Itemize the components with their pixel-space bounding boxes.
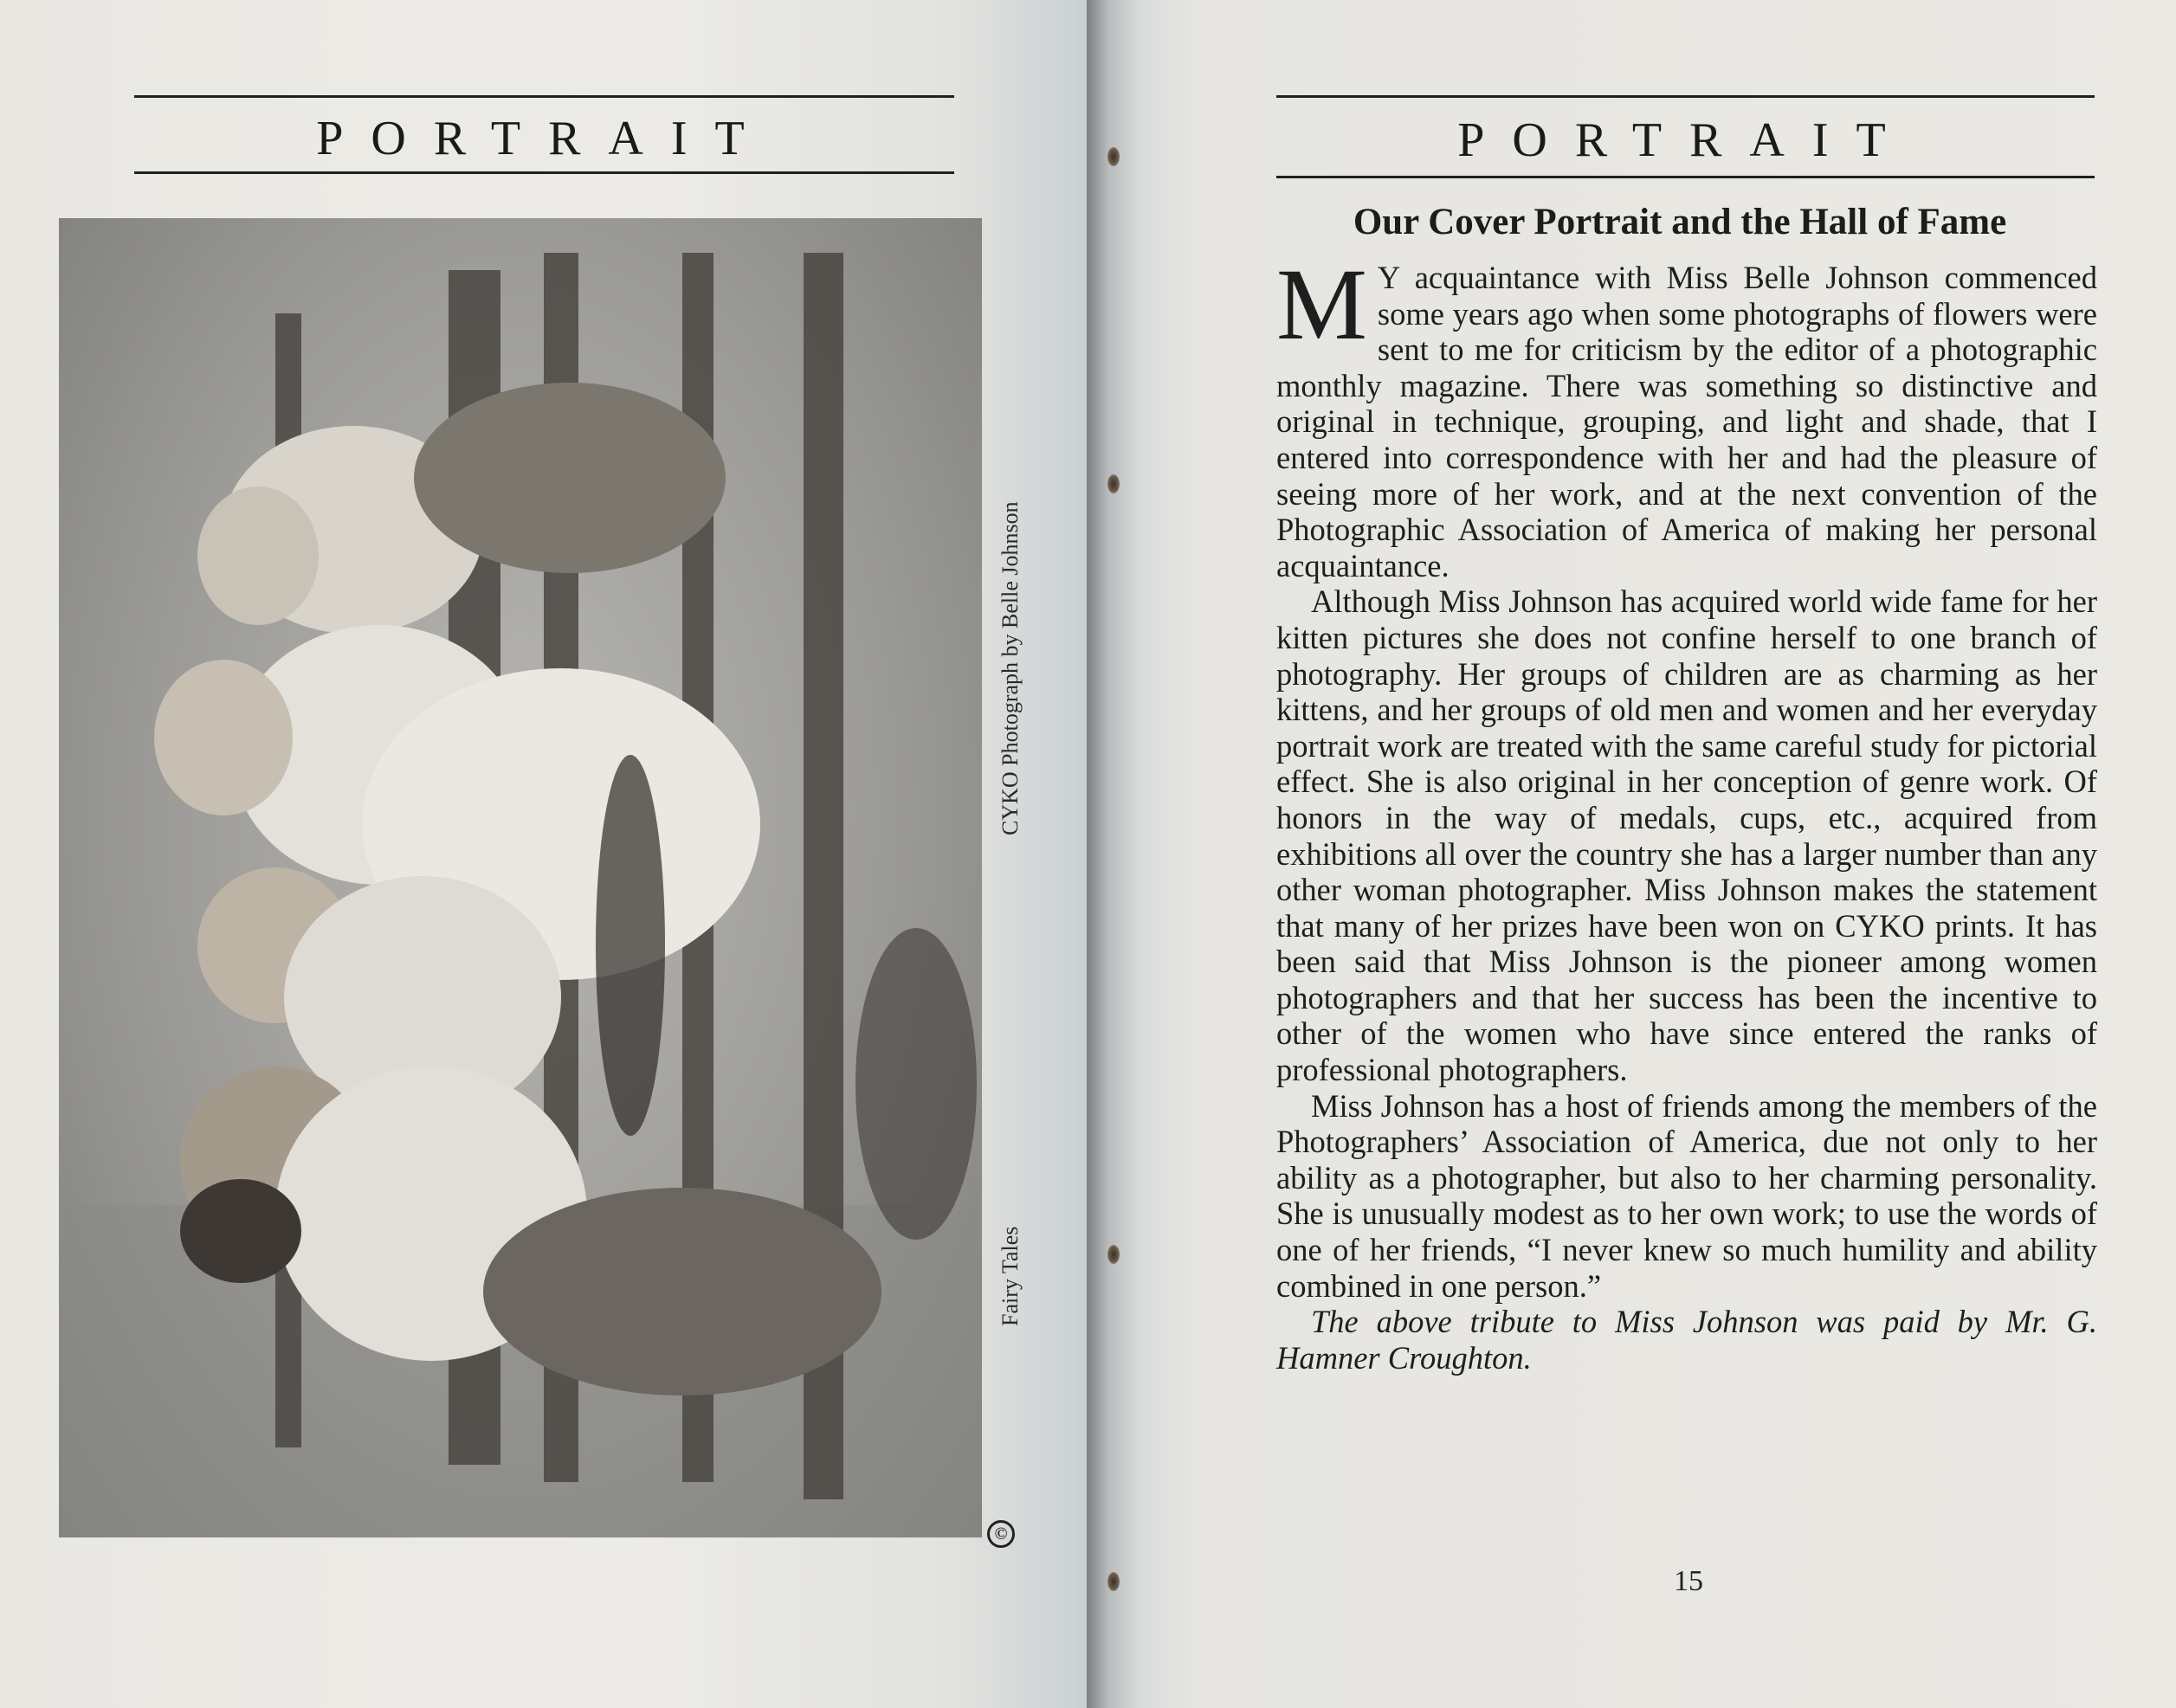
- article-title: Our Cover Portrait and the Hall of Fame: [1353, 202, 2007, 242]
- binding-hole-2: [1107, 474, 1120, 493]
- tribute-note: The above tribute to Miss Johnson was paid by Mr. G. Hamner Croughton.: [1276, 1304, 2097, 1376]
- copyright-icon: ©: [987, 1520, 1015, 1548]
- article-paragraph-1: M Y acquaintance with Miss Belle Johnson commenced some years ago when some photographs of flowers were sent to me for criticism by the editor of a photographic monthly magazine. There was something so distinctive and original in technique, grouping, and light and shade, that I entered into correspondence with her and had the pleasure of seeing more of her work, and at the next convention of the Photographic Association of America of making her personal acquaintance.: [1276, 248, 2097, 583]
- photo-credit-caption: CYKO Photograph by Belle Johnson: [998, 501, 1023, 835]
- binding-hole-3: [1107, 1245, 1120, 1264]
- photograph-fairy-tales: [59, 218, 982, 1537]
- page-number: 15: [1674, 1565, 1703, 1597]
- photograph-illustration: [59, 218, 982, 1537]
- right-header-bottom-rule: [1276, 176, 2095, 178]
- binding-hole-4: [1107, 1572, 1120, 1591]
- article-body: [1276, 248, 2097, 1376]
- left-header-top-rule: [134, 95, 954, 98]
- left-page-header: PORTRAIT: [316, 112, 772, 165]
- right-header-top-rule: [1276, 95, 2095, 98]
- article-paragraph-2: Although Miss Johnson has acquired world wide fame for her kitten pictures she does not confine herself to one branch of photography. Her groups of children are as charming as her kittens, and her groups of old men and women and her everyday portrait work are treated with the same careful study for pictorial effect. She is also original in her conception of genre work. Of honors in the way of medals, cups, etc., acquired from exhibitions all over the country she has a larger number than any other woman photographer. Miss Johnson makes the statement that many of her prizes have been won on CYKO prints. It has been said that Miss Johnson is the pioneer among women photographers and that her success has been the incentive to other of the women who have since entered the ranks of professional photographers.: [1276, 583, 2097, 1088]
- left-header-bottom-rule: [134, 171, 954, 174]
- article-paragraph-3: Miss Johnson has a host of friends among the members of the Photographers’ Association of America, due not only to her ability as a photographer, but also to her charming personality. She is unusually modest as to her own work; to use the words of one of her friends, “I never knew so much humility and ability combined in one person.”: [1276, 1087, 2097, 1304]
- binding-hole-1: [1107, 147, 1120, 166]
- photo-title-caption: Fairy Tales: [998, 1226, 1023, 1326]
- right-page-header: PORTRAIT: [1457, 113, 1914, 167]
- drop-cap-letter: M: [1276, 248, 1367, 361]
